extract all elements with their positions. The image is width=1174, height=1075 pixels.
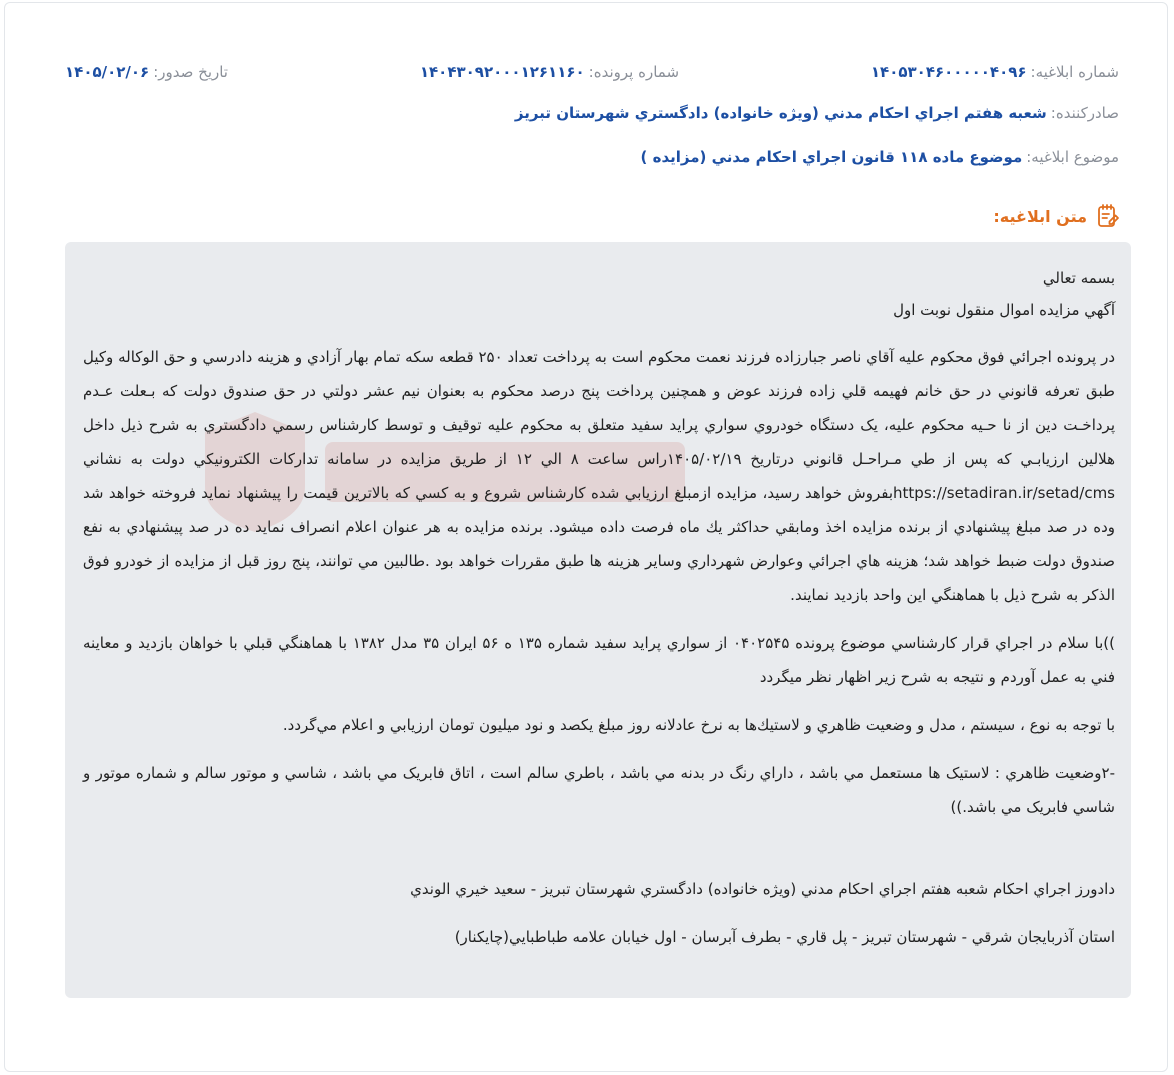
case-number	[420, 63, 679, 81]
meta-row-subject	[65, 143, 1119, 171]
spacer	[83, 612, 1115, 626]
notice-heading: آگهي مزايده اموال منقول نوبت اول	[893, 301, 1115, 319]
subject-value: موضوع ماده ۱۱۸ قانون اجراي احكام مدني (مزايده )	[640, 148, 1023, 166]
notice-text-panel	[65, 242, 1131, 998]
issue-date-label: تاريخ صدور:	[153, 63, 228, 81]
section-title-text: متن ابلاغيه:	[993, 206, 1087, 226]
address-line: استان آذربايجان شرقي - شهرستان تبريز - پل قاري - بطرف آبرسان - اول خيابان علامه طباطبايي(چايكنار)	[454, 928, 1115, 946]
spacer	[83, 742, 1115, 756]
spacer	[83, 906, 1115, 920]
case-number-label: شماره پرونده:	[588, 63, 680, 81]
issuer-label: صادرکننده:	[1050, 104, 1119, 122]
bismillah-line: بسمه تعالي	[1042, 269, 1115, 287]
issuer-value: شعبه هفتم اجراي احكام مدني (ويژه خانواده) دادگستري شهرستان تبريز	[514, 104, 1047, 122]
paragraph-condition: -۲وضعيت ظاهري : لاستيک ها مستعمل مي باشد ، داراي رنگ در بدنه مي باشد ، باطري سالم است ، اتاق فابريک مي باشد ، شاسي و موتور سالم و شماره موتور و شاسي فابريک مي باشد.))	[83, 764, 1115, 816]
spacer	[83, 824, 1115, 872]
paragraph-main-continued: بفروش خواهد رسيد، مزايده ازمبلغ ارزيابي شده کارشناس شروع و به کسي که بالاترين قيمت را پيشنهاد نمايد فروخته خواهد شد وده در صد مبلغ پيشنهادي از برنده مزايده اخذ ومابقي حداکثر يك ماه فرصت داده ميشود. برنده مزايده به هر عنوان اعلام انصراف نمايد ده در صد پيشنهادي به نفع صندوق دولت ضبط خواهد شد؛ هزينه هاي اجرائي وعوارض شهرداري وساير هزينه ها طبق مقررات خواهد بود .طالبين مي توانند، پنج روز قبل از مزايده از خودرو فوق الذکر به شرح ذيل با هماهنگي اين واحد بازديد نمايند.	[83, 484, 1115, 604]
notice-number-value: ۱۴۰۵۳۰۴۶۰۰۰۰۰۴۰۹۶	[870, 63, 1027, 81]
notice-card	[4, 2, 1168, 1072]
case-number-value: ۱۴۰۴۳۰۹۲۰۰۰۱۲۶۱۱۶۰	[419, 63, 585, 81]
subject	[641, 148, 1119, 166]
paragraph-main-text: در پرونده اجرائي فوق محکوم عليه آقاي ناصر جبارزاده فرزند نعمت محکوم است به پرداخت تعداد ۲۵۰ قطعه سکه تمام بهار آزادي و هزينه دادرسي و حق الوکاله وکيل طبق تعرفه قانوني در حق خانم فهيمه قلي زاده فرزند عوض و همچنين پرداخت پنج درصد محکوم به بعنوان نيم عشر دولتي در حق صندوق دولت که بـعلت عـدم پرداخـت دين از نا حـيه محکوم عليه، يک دستگاه خودروي سواري پرايد سفيد متعلق به محکوم عليه توقيف و توسط کارشناس رسمي دادگستري به شرح ذيل داخل هلالين ارزيابـي که پس از طي مـراحـل قانوني درتاريخ ۱۴۰۵/۰۲/۱۹راس ساعت ۸ الي ۱۲ از طريق مزايده در سامانه تدارکات الکترونيکي دولت به نشاني	[83, 348, 1115, 468]
setad-url: https://setadiran.ir/setad/cms	[893, 484, 1115, 502]
paragraph-valuation: با توجه به نوع ، سيستم ، مدل و وضعيت ظاهري و لاستيك‌ها به نرخ عادلانه روز مبلغ يكصد و نود ميليون تومان ارزيابي و اعلام مي‌گردد.	[282, 716, 1115, 734]
issuer	[515, 104, 1119, 122]
notice-number-label: شماره ابلاغيه:	[1030, 63, 1119, 81]
notice-number	[871, 63, 1119, 81]
paragraph-expert-report: ))با سلام در اجراي قرار كارشناسي موضوع پرونده ۰۴۰۲۵۴۵ از سواري پرايد سفيد شماره ۱۳۵ ه ۵۶ ايران ۳۵ مدل ۱۳۸۲ با هماهنگي قبلي با خواهان بازديد و معاينه فني به عمل آوردم و نتيجه به شرح زير اظهار نظر ميگردد	[83, 634, 1116, 686]
subject-label: موضوع ابلاغيه:	[1026, 148, 1119, 166]
signature-line: دادورز اجراي احكام شعبه هفتم اجراي احكام مدني (ويژه خانواده) دادگستري شهرستان تبريز - سعيد خيري الوندي	[410, 880, 1115, 898]
spacer	[83, 326, 1115, 340]
meta-row-issuer	[65, 99, 1119, 127]
issue-date-value: ۱۴۰۵/۰۲/۰۶	[65, 63, 150, 81]
paragraph-main	[83, 340, 1115, 612]
issue-date	[65, 63, 228, 81]
spacer	[83, 694, 1115, 708]
meta-row-numbers	[65, 58, 1119, 86]
section-title	[993, 203, 1121, 229]
note-icon	[1095, 203, 1121, 229]
